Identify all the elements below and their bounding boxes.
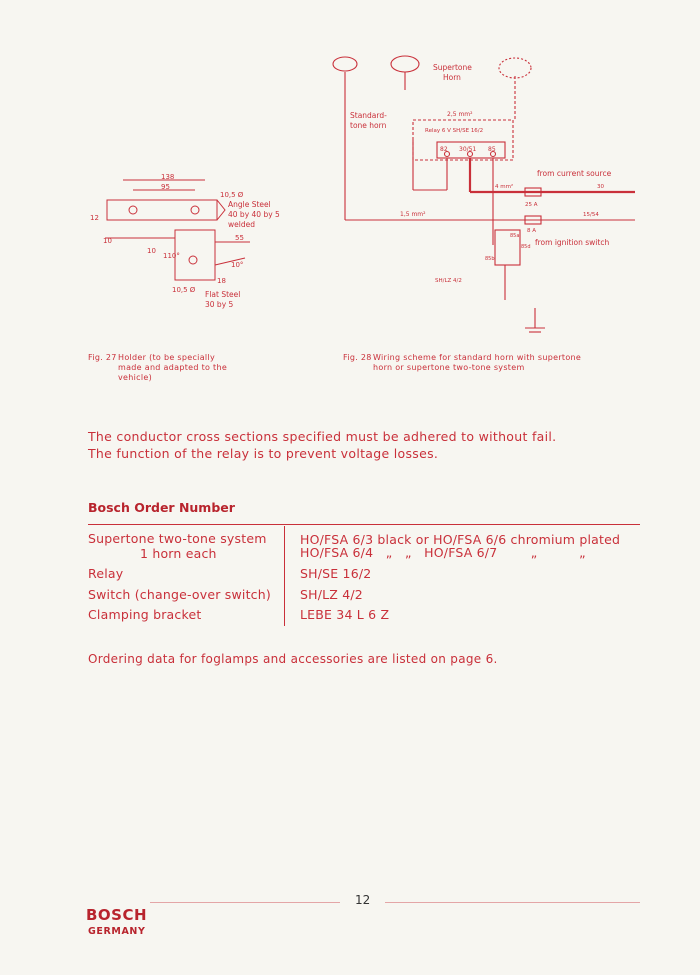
dim-10-5-bottom: 10,5 Ø xyxy=(172,286,196,294)
welded-label: welded xyxy=(228,220,255,229)
terminal-82: 82 xyxy=(440,146,448,153)
standard-label: Standard- xyxy=(350,111,387,120)
body-paragraph xyxy=(88,428,556,462)
terminal-85a: 85a xyxy=(510,233,520,239)
fig28-caption xyxy=(343,353,581,373)
dim-10-a: 10 xyxy=(103,237,112,245)
order-row-2-value: SH/SE 16/2 xyxy=(300,566,372,581)
wire-2-5-label: 2,5 mm² xyxy=(447,111,473,118)
fig27-holder-drawing xyxy=(85,170,295,320)
flat-steel-label: Flat Steel xyxy=(205,290,241,299)
tone-horn-label: tone horn xyxy=(350,121,387,130)
terminal-30-51: 30/51 xyxy=(459,146,477,153)
order-row-1-value-line-2: HO/FSA 6/4 „ „ HO/FSA 6/7 „ „ xyxy=(300,545,586,560)
dim-10-5-top: 10,5 Ø xyxy=(220,191,244,199)
fig27-caption-line-3: vehicle) xyxy=(118,373,153,382)
terminal-85d: 85d xyxy=(521,244,531,250)
order-row-value xyxy=(300,533,620,559)
fig28-wiring-diagram xyxy=(325,50,645,340)
order-row-label xyxy=(88,531,267,561)
dim-12: 12 xyxy=(90,214,99,222)
fig27-caption xyxy=(88,353,227,383)
relay-label: Relay 6 V SH/SE 16/2 xyxy=(425,128,484,134)
terminal-30: 30 xyxy=(597,184,604,190)
fuse-8a: 8 A xyxy=(527,228,537,234)
flat-steel-size: 30 by 5 xyxy=(205,300,234,309)
order-row-3-value: SH/LZ 4/2 xyxy=(300,587,363,602)
switch-label: SH/LZ 4/2 xyxy=(435,278,462,284)
wire-1-5-label: 1,5 mm² xyxy=(400,211,426,218)
dim-18: 18 xyxy=(217,277,226,285)
order-table-divider xyxy=(284,526,285,626)
order-row-4-value: LEBE 34 L 6 Z xyxy=(300,607,390,622)
order-row-3-label: Switch (change-over switch) xyxy=(88,587,271,602)
order-row-1-value-line-1: HO/FSA 6/3 black or HO/FSA 6/6 chromium plated xyxy=(300,532,621,547)
fig27-caption-line-2: made and adapted to the xyxy=(118,363,228,372)
terminal-15-54: 15/54 xyxy=(583,212,599,218)
fig28-caption-line-2: horn or supertone two-tone system xyxy=(373,363,525,372)
order-row-4-label: Clamping bracket xyxy=(88,607,202,622)
page-number: 12 xyxy=(355,893,371,907)
order-number-title: Bosch Order Number xyxy=(88,500,235,515)
bosch-logo-text: BOSCH xyxy=(86,906,148,924)
fig28-caption-number: Fig. 28 xyxy=(343,353,372,362)
horn-label: Horn xyxy=(443,73,461,82)
fig27-caption-number: Fig. 27 xyxy=(88,353,117,362)
dim-10-b: 10 xyxy=(147,247,156,255)
country-label: GERMANY xyxy=(88,926,146,937)
fig28-caption-line-1: Wiring scheme for standard horn with supertone xyxy=(373,353,582,362)
wire-4-label: 4 mm² xyxy=(495,184,514,190)
order-row-1-label-line-1: Supertone two-tone system xyxy=(88,531,267,546)
body-line-1: The conductor cross sections specified must be adhered to without fail. xyxy=(88,429,557,444)
from-ignition-switch: from ignition switch xyxy=(535,238,610,247)
order-row-1-label-line-2: 1 horn each xyxy=(140,546,217,561)
dim-55: 55 xyxy=(235,234,244,242)
fuse-25a: 25 A xyxy=(525,202,538,208)
ordering-data-note: Ordering data for foglamps and accessories are listed on page 6. xyxy=(88,652,498,666)
angle-steel-label: Angle Steel xyxy=(228,200,271,209)
supertone-label: Supertone xyxy=(433,63,472,72)
dim-138: 138 xyxy=(161,173,175,181)
dim-95: 95 xyxy=(161,183,170,191)
terminal-85b: 85b xyxy=(485,256,495,262)
terminal-85: 85 xyxy=(488,146,496,153)
body-line-2: The function of the relay is to prevent voltage losses. xyxy=(88,446,439,461)
from-current-source: from current source xyxy=(537,169,612,178)
dim-110-deg: 110° xyxy=(163,252,180,260)
footer-rule-right xyxy=(385,902,640,903)
dim-10-deg: 10° xyxy=(231,261,244,269)
footer-rule-left xyxy=(150,902,340,903)
order-row-2-label: Relay xyxy=(88,566,124,581)
order-table-top-rule xyxy=(88,524,640,525)
angle-steel-size: 40 by 40 by 5 xyxy=(228,210,280,219)
fig27-caption-line-1: Holder (to be specially xyxy=(118,353,215,362)
